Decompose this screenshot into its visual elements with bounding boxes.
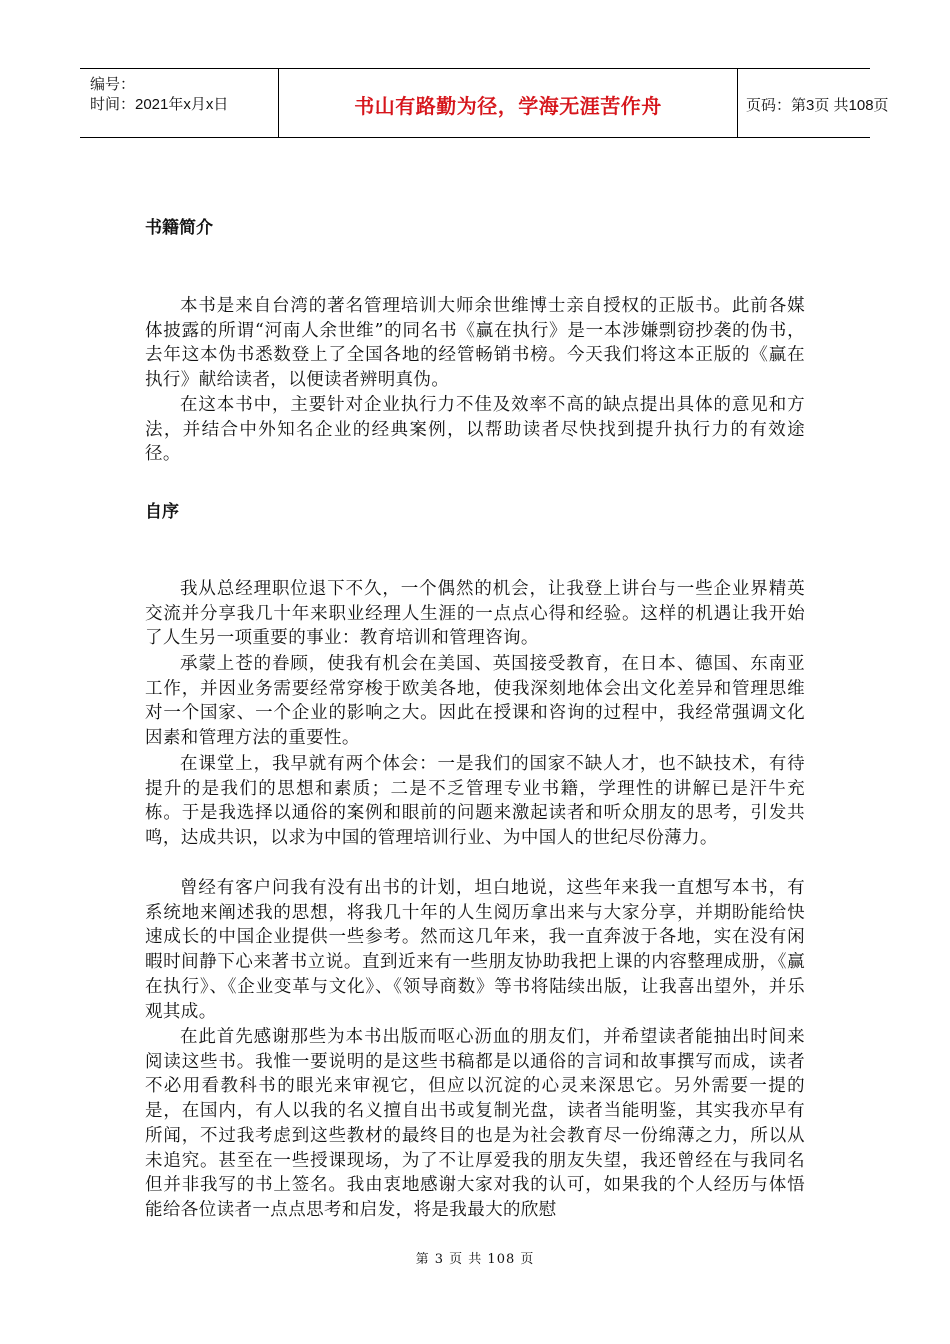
time-label: 时间：2021年x月x日: [90, 96, 229, 113]
preface-heading: 自序: [145, 502, 179, 522]
page-footer: 第 3 页 共 108 页: [415, 1252, 535, 1267]
preface-paragraph-4: 曾经有客户问我有没有出书的计划，坦白地说，这些年来我一直想写本书，有系统地来阐述我的思想，将我几十年的人生阅历拿出来与大家分享，并期盼能给快速成长的中国企业提供一些参考。然而这几年来，我一直奔波于各地，实在没有闲暇时间静下心来著书立说。直到近来有一些朋友协助我把上课的内容整理成册，《赢在执行》、《企业变革与文化》、《领导商数》等书将陆续出版，让我喜出望外，并乐观其成。: [145, 878, 805, 1022]
motto-text: 书山有路勤为径，学海无涯苦作舟: [354, 94, 662, 118]
header-motto-cell: [279, 69, 738, 137]
intro-heading: 书籍简介: [145, 218, 213, 238]
intro-paragraph-2: 在这本书中，主要针对企业执行力不佳及效率不高的缺点提出具体的意见和方法，并结合中外知名企业的经典案例，以帮助读者尽快找到提升执行力的有效途径。: [145, 395, 805, 465]
header-page-cell: [738, 69, 889, 137]
header-info-cell: [80, 69, 279, 137]
intro-paragraph-1: 本书是来自台湾的著名管理培训大师余世维博士亲自授权的正版书。此前各媒体披露的所谓“河南人余世维”的同名书《赢在执行》是一本涉嫌剽窃抄袭的伪书，去年这本伪书悉数登上了全国各地的经管畅销书榜。今天我们将这本正版的《赢在执行》献给读者，以便读者辨明真伪。: [145, 296, 805, 391]
preface-paragraph-1: 我从总经理职位退下不久，一个偶然的机会，让我登上讲台与一些企业界精英交流并分享我几十年来职业经理人生涯的一点点心得和经验。这样的机遇让我开始了人生另一项重要的事业：教育培训和管理咨询。: [145, 579, 805, 649]
preface-paragraph-5: 在此首先感谢那些为本书出版而呕心沥血的朋友们，并希望读者能抽出时间来阅读这些书。我惟一要说明的是这些书稿都是以通俗的言词和故事撰写而成，读者不必用看教科书的眼光来审视它，但应以沉淀的心灵来深思它。另外需要一提的是，在国内，有人以我的名义擅自出书或复制光盘，读者当能明鉴，其实我亦早有所闻，不过我考虑到这些教材的最终目的也是为社会教育尽一份绵薄之力，所以从未追究。甚至在一些授课现场，为了不让厚爱我的朋友失望，我还曾经在与我同名但并非我写的书上签名。我由衷地感谢大家对我的认可，如果我的个人经历与体悟能给各位读者一点点思考和启发，将是我最大的欣慰: [145, 1027, 805, 1220]
page-code: 页码：第3页 共108页: [746, 97, 889, 114]
page-header: [80, 68, 889, 138]
preface-paragraph-2: 承蒙上苍的眷顾，使我有机会在美国、英国接受教育，在日本、德国、东南亚工作，并因业务需要经常穿梭于欧美各地，使我深刻地体会出文化差异和管理思维对一个国家、一个企业的影响之大。因此在授课和咨询的过程中，我经常强调文化因素和管理方法的重要性。: [145, 654, 805, 749]
serial-label: 编号：: [90, 76, 136, 93]
preface-paragraph-3: 在课堂上，我早就有两个体会：一是我们的国家不缺人才，也不缺技术，有待提升的是我们的思想和素质；二是不乏管理专业书籍，学理性的讲解已是汗牛充栋。于是我选择以通俗的案例和眼前的问题来激起读者和听众朋友的思考，引发共鸣，达成共识，以求为中国的管理培训行业、为中国人的世纪尽份薄力。: [145, 754, 805, 849]
